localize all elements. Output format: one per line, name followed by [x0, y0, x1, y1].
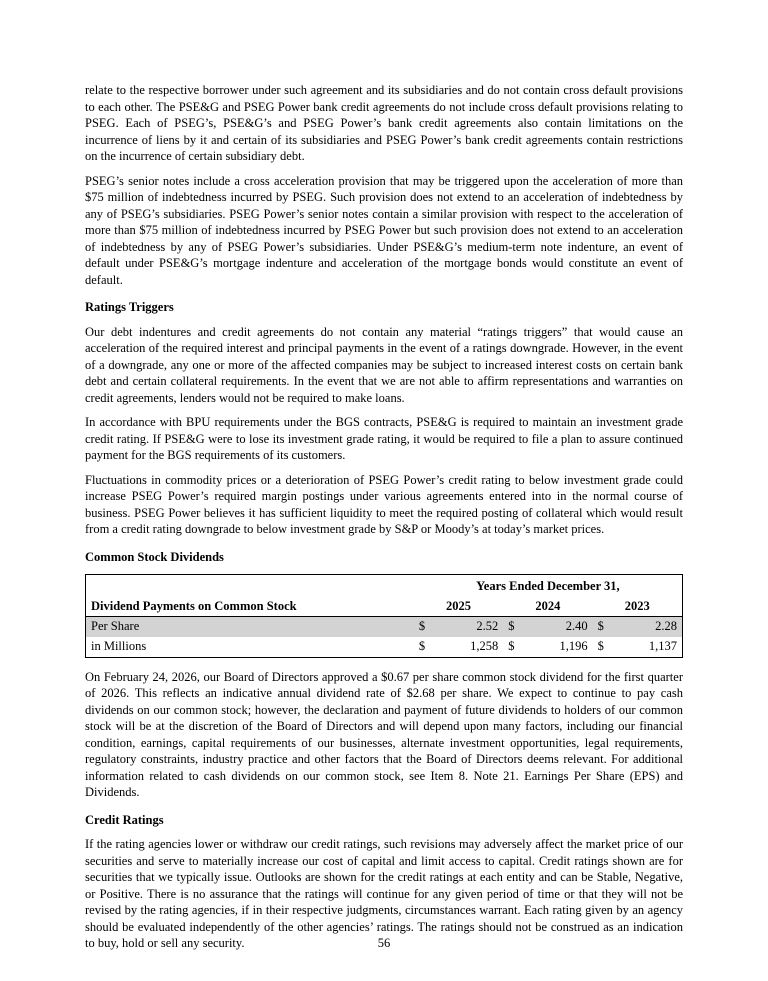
currency-symbol: $: [508, 638, 515, 653]
per-share-2025: 2.52: [432, 617, 504, 637]
paragraph-bpu-requirements: In accordance with BPU requirements under the BGS contracts, PSE&G is required to maintain an investment grade credit rating. If PSE&G were to lose its investment grade rating, it would be required to file a plan to assure continued payment for the BGS requirements of its customers.: [85, 415, 683, 462]
paragraph-dividend-declaration: On February 24, 2026, our Board of Directors approved a $0.67 per share common stock dividend for the first quarter of 2026. This reflects an indicative annual dividend rate of $2.68 per share. We expect to continue to pay cash dividends on our common stock; however, the declaration and payment of future dividends to holders of our common stock will be at the discretion of the Board of Directors and will depend upon many factors, including our financial condition, earnings, capital requirements of our businesses, alternate investment opportunities, legal requirements, regulatory constraints, industry practice and other factors that the Board of Directors deems relevant. For additional information related to cash dividends on our common stock, see Item 8. Note 21. Earnings Per Share (EPS) and Dividends.: [85, 669, 683, 799]
table-header-row: [86, 597, 682, 617]
paragraph-ratings-triggers: Our debt indentures and credit agreements do not contain any material “ratings triggers” that would cause an acceleration of the required interest and principal payments in the event of a ratings downgrade. However, in the event of a downgrade, any one or more of the affected companies may be subject to increased interest costs on certain bank debt and certain collateral requirements. In the event that we are not able to affirm representations and warranties on credit agreements, lenders would not be required to make loans.: [85, 324, 683, 405]
per-share-2023: 2.28: [610, 617, 682, 637]
table-row-group-header: Dividend Payments on Common Stock: [86, 597, 414, 617]
year-column-header-2025: 2025: [414, 597, 503, 617]
paragraph-cross-default: relate to the respective borrower under such agreement and its subsidiaries and do not contain cross default provisions to each other. The PSE&G and PSEG Power bank credit agreements do not include cross default provisions relating to PSEG. Each of PSEG’s, PSE&G’s and PSEG Power’s bank credit agreements also contain limitations on the incurrence of liens by it and certain of its subsidiaries and PSEG Power’s bank credit agreements contain restrictions on the incurrence of certain subsidiary debt.: [85, 83, 683, 163]
paragraph-credit-ratings: If the rating agencies lower or withdraw our credit ratings, such revisions may adversely affect the market price of our securities and serve to materially increase our cost of capital and limit access to capital. Credit ratings shown are for securities that we typically issue. Outlooks are shown for the credit ratings at each entity and can be Stable, Negative, or Positive. There is no assurance that the ratings will continue for any given period of time or that they will not be revised by the rating agencies, if in their respective judgments, circumstances warrant. Each rating given by an agency should be evaluated independently of the other agencies’ ratings. The ratings should not be construed as an indication to buy, hold or sell any security.: [85, 837, 683, 950]
in-millions-2025: 1,258: [470, 638, 499, 653]
row-label: Per Share: [86, 617, 414, 637]
row-label: in Millions: [91, 638, 147, 653]
page-number: 56: [377, 936, 391, 950]
table-caption: Years Ended December 31,: [476, 579, 620, 593]
year-column-header-2024: 2024: [503, 597, 592, 617]
dividends-table-grid: [86, 575, 682, 657]
heading-credit-ratings: Credit Ratings: [85, 812, 164, 827]
year-column-header-2023: 2023: [593, 597, 682, 617]
currency-symbol: $: [414, 617, 432, 637]
currency-symbol: $: [593, 617, 611, 637]
per-share-2024: 2.40: [521, 617, 593, 637]
table-caption-row: [86, 575, 682, 597]
in-millions-2023: 1,137: [648, 638, 677, 653]
heading-ratings-triggers: Ratings Triggers: [85, 300, 174, 314]
currency-symbol: $: [503, 617, 521, 637]
table-row-per-share: [86, 617, 682, 637]
heading-common-stock-dividends: Common Stock Dividends: [85, 549, 224, 564]
paragraph-senior-notes: PSEG’s senior notes include a cross acceleration provision that may be triggered upon the acceleration of more than $75 million of indebtedness incurred by PSEG. Such provision does not extend to an acceleration of indebtedness by any of PSEG’s subsidiaries. PSEG Power’s senior notes contain a similar provision with respect to the acceleration of more than $75 million of indebtedness incurred by PSEG Power but such provision does not extend to an acceleration of indebtedness by any of PSEG Power’s subsidiaries. Under PSE&G’s medium-term note indenture, an event of default under PSE&G’s mortgage indenture and acceleration of the mortgage bonds would constitute an event of default.: [85, 173, 683, 287]
in-millions-2024: 1,196: [559, 638, 588, 653]
paragraph-commodity-fluctuations: Fluctuations in commodity prices or a deterioration of PSEG Power’s credit rating to below investment grade could increase PSEG Power’s required margin postings under various agreements entered into in the normal course of business. PSEG Power believes it has sufficient liquidity to meet the required posting of collateral which would result from a credit rating downgrade to below investment grade by S&P or Moody’s at today’s market prices.: [85, 472, 683, 536]
empty-cell: [86, 575, 414, 597]
currency-symbol: $: [597, 638, 604, 653]
dividends-table: [85, 574, 683, 658]
currency-symbol: $: [418, 638, 426, 653]
table-row-in-millions: [86, 637, 682, 657]
